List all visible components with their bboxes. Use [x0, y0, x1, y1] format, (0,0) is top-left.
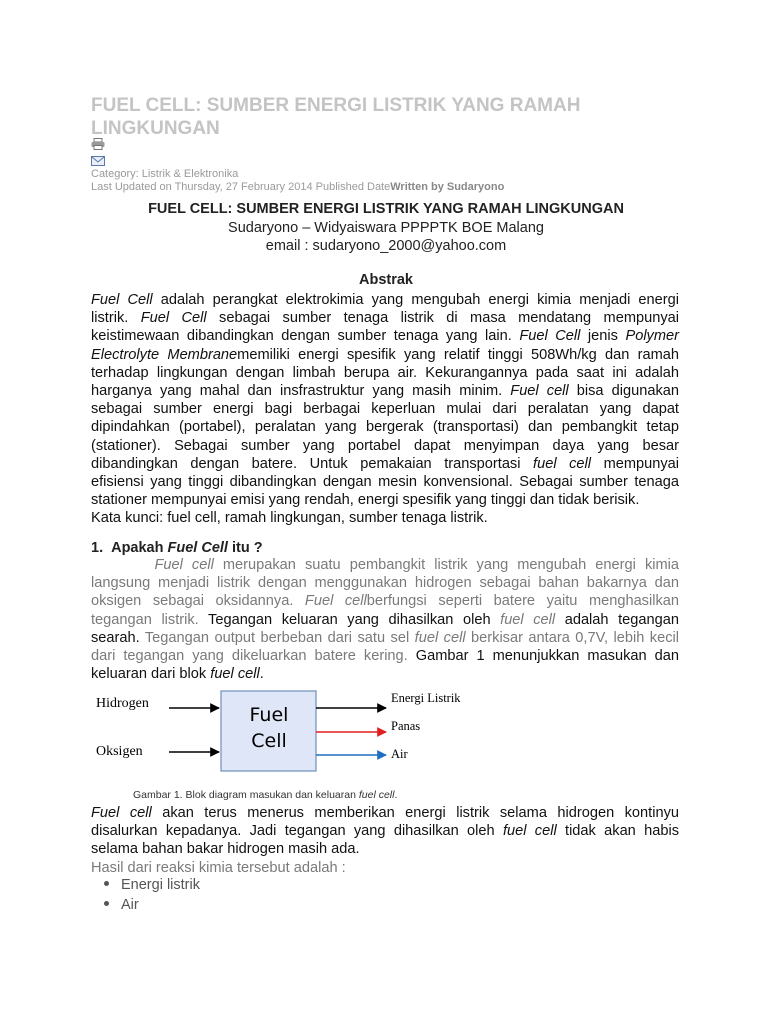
abstract-line: sebagai sumber energi bagi berbagai keperluan mulai dari peralatan yang dapat — [91, 401, 679, 418]
email-icon[interactable] — [91, 155, 105, 167]
paragraph-line: Fuel cell akan terus menerus memberikan energi listrik selama hidrogen kontinyu — [91, 805, 679, 821]
abstract-line: listrik. Fuel Cell sebagai sumber tenaga listrik di masa mendatang mempunyai — [91, 310, 679, 327]
paragraph-line: dari tegangan yang dikeluarkan batere kering. Gambar 1 menunjukkan masukan dan — [91, 648, 679, 665]
abstract-line: (stationer). Sebagai sumber yang portabel dapat menyimpan daya yang besar — [91, 437, 679, 454]
keywords: Kata kunci: fuel cell, ramah lingkungan, sumber tenaga listrik. — [91, 510, 488, 527]
abstract-line: harganya yang mahal dan insfrastruktur yang masih minim. Fuel cell bisa digunakan — [91, 383, 679, 400]
paragraph-line: selama bahan bakar hidrogen masih ada. — [91, 841, 360, 858]
paragraph-line: tegangan listrik. Tegangan keluaran yang dihasilkan oleh fuel cell adalah tegangan — [91, 611, 679, 628]
figure-caption: Gambar 1. Blok diagram masukan dan keluaran fuel cell. — [133, 789, 398, 801]
paragraph-line: oksigen sebagai oksidannya. Fuel cellberfungsi seperti batere yaitu menghasilkan — [91, 593, 679, 610]
publish-info — [91, 181, 504, 194]
paragraph-line: langsung menjadi listrik dengan menggunakan hidrogen sebagai bahan bakarnya dan — [91, 575, 679, 592]
article-email: email : sudaryono_2000@yahoo.com — [265, 238, 507, 254]
written-by[interactable]: Written by Sudaryono — [390, 181, 505, 193]
abstract-line: efisiensi yang tinggi dibandingkan dengan mesin konvensional. Sebagai sumber tenaga — [91, 474, 679, 491]
output-heat-label: Panas — [391, 719, 421, 733]
fuel-cell-box-label: Cell — [251, 730, 287, 752]
abstract-line: keistimewaan dibandingkan dengan sumber tenaga yang lain. Fuel Cell jenis Polymer — [91, 328, 679, 345]
abstract-line: terhadap lingkungan dengan limbah berupa air. Kekurangannya pada saat ini adalah — [91, 364, 679, 381]
article-author: Sudaryono – Widyaiswara PPPPTK BOE Malang — [228, 220, 544, 236]
fuel-cell-block-diagram — [91, 688, 491, 788]
paragraph-line: searah. Tegangan output berbeban dari satu sel fuel cell berkisar antara 0,7V, lebih kecil — [91, 629, 679, 646]
abstract-paragraph — [91, 291, 679, 528]
list-item: Energi listrik — [104, 877, 200, 893]
abstract-heading: Abstrak — [359, 272, 413, 288]
printer-icon[interactable] — [91, 138, 105, 150]
article-title: FUEL CELL: SUMBER ENERGI LISTRIK YANG RAMAH LINGKUNGAN — [148, 201, 624, 217]
abstract-line: dibandingkan dengan batere. Untuk pemakaian transportasi fuel cell mempunyai — [91, 455, 679, 472]
second-paragraph — [91, 804, 679, 877]
section-paragraph — [91, 556, 679, 683]
input-oxygen-label: Oksigen — [96, 744, 143, 759]
abstract-line: stationer mempunyai emisi yang rendah, energi spesifik yang tinggi dan tidak berisik. — [91, 492, 640, 509]
section-heading: 1. Apakah Fuel Cell itu ? — [91, 540, 263, 556]
category-label: Category: Listrik & Elektronika — [91, 168, 239, 180]
results-intro: Hasil dari reaksi kimia tersebut adalah : — [91, 859, 346, 876]
output-water-label: Air — [391, 747, 408, 761]
input-hydrogen-label: Hidrogen — [96, 696, 149, 711]
page-title: FUEL CELL: SUMBER ENERGI LISTRIK YANG RAMAH LINGKUNGAN — [91, 95, 581, 139]
abstract-line: Electrolyte Membranememiliki energi spesifik yang relatif tinggi 508Wh/kg dan ramah — [91, 346, 679, 363]
abstract-line: dipindahkan (portabel), peralatan yang bergerak (transportasi) dan pembangkit tetap — [91, 419, 679, 436]
paragraph-line: disalurkan kepadanya. Jadi tegangan yang dihasilkan oleh fuel cell tidak akan habis — [91, 823, 679, 840]
output-energy-label: Energi Listrik — [391, 691, 461, 705]
abstract-line: Fuel Cell adalah perangkat elektrokimia yang mengubah energi kimia menjadi energi — [91, 292, 679, 308]
paragraph-line: Fuel cell merupakan suatu pembangkit listrik yang mengubah energi kimia — [154, 557, 679, 573]
last-updated: Last Updated on Thursday, 27 February 2014 Published Date — [91, 181, 391, 193]
paragraph-line: keluaran dari blok fuel cell. — [91, 666, 264, 683]
list-item: Air — [104, 897, 139, 913]
fuel-cell-box-label: Fuel — [249, 704, 289, 726]
